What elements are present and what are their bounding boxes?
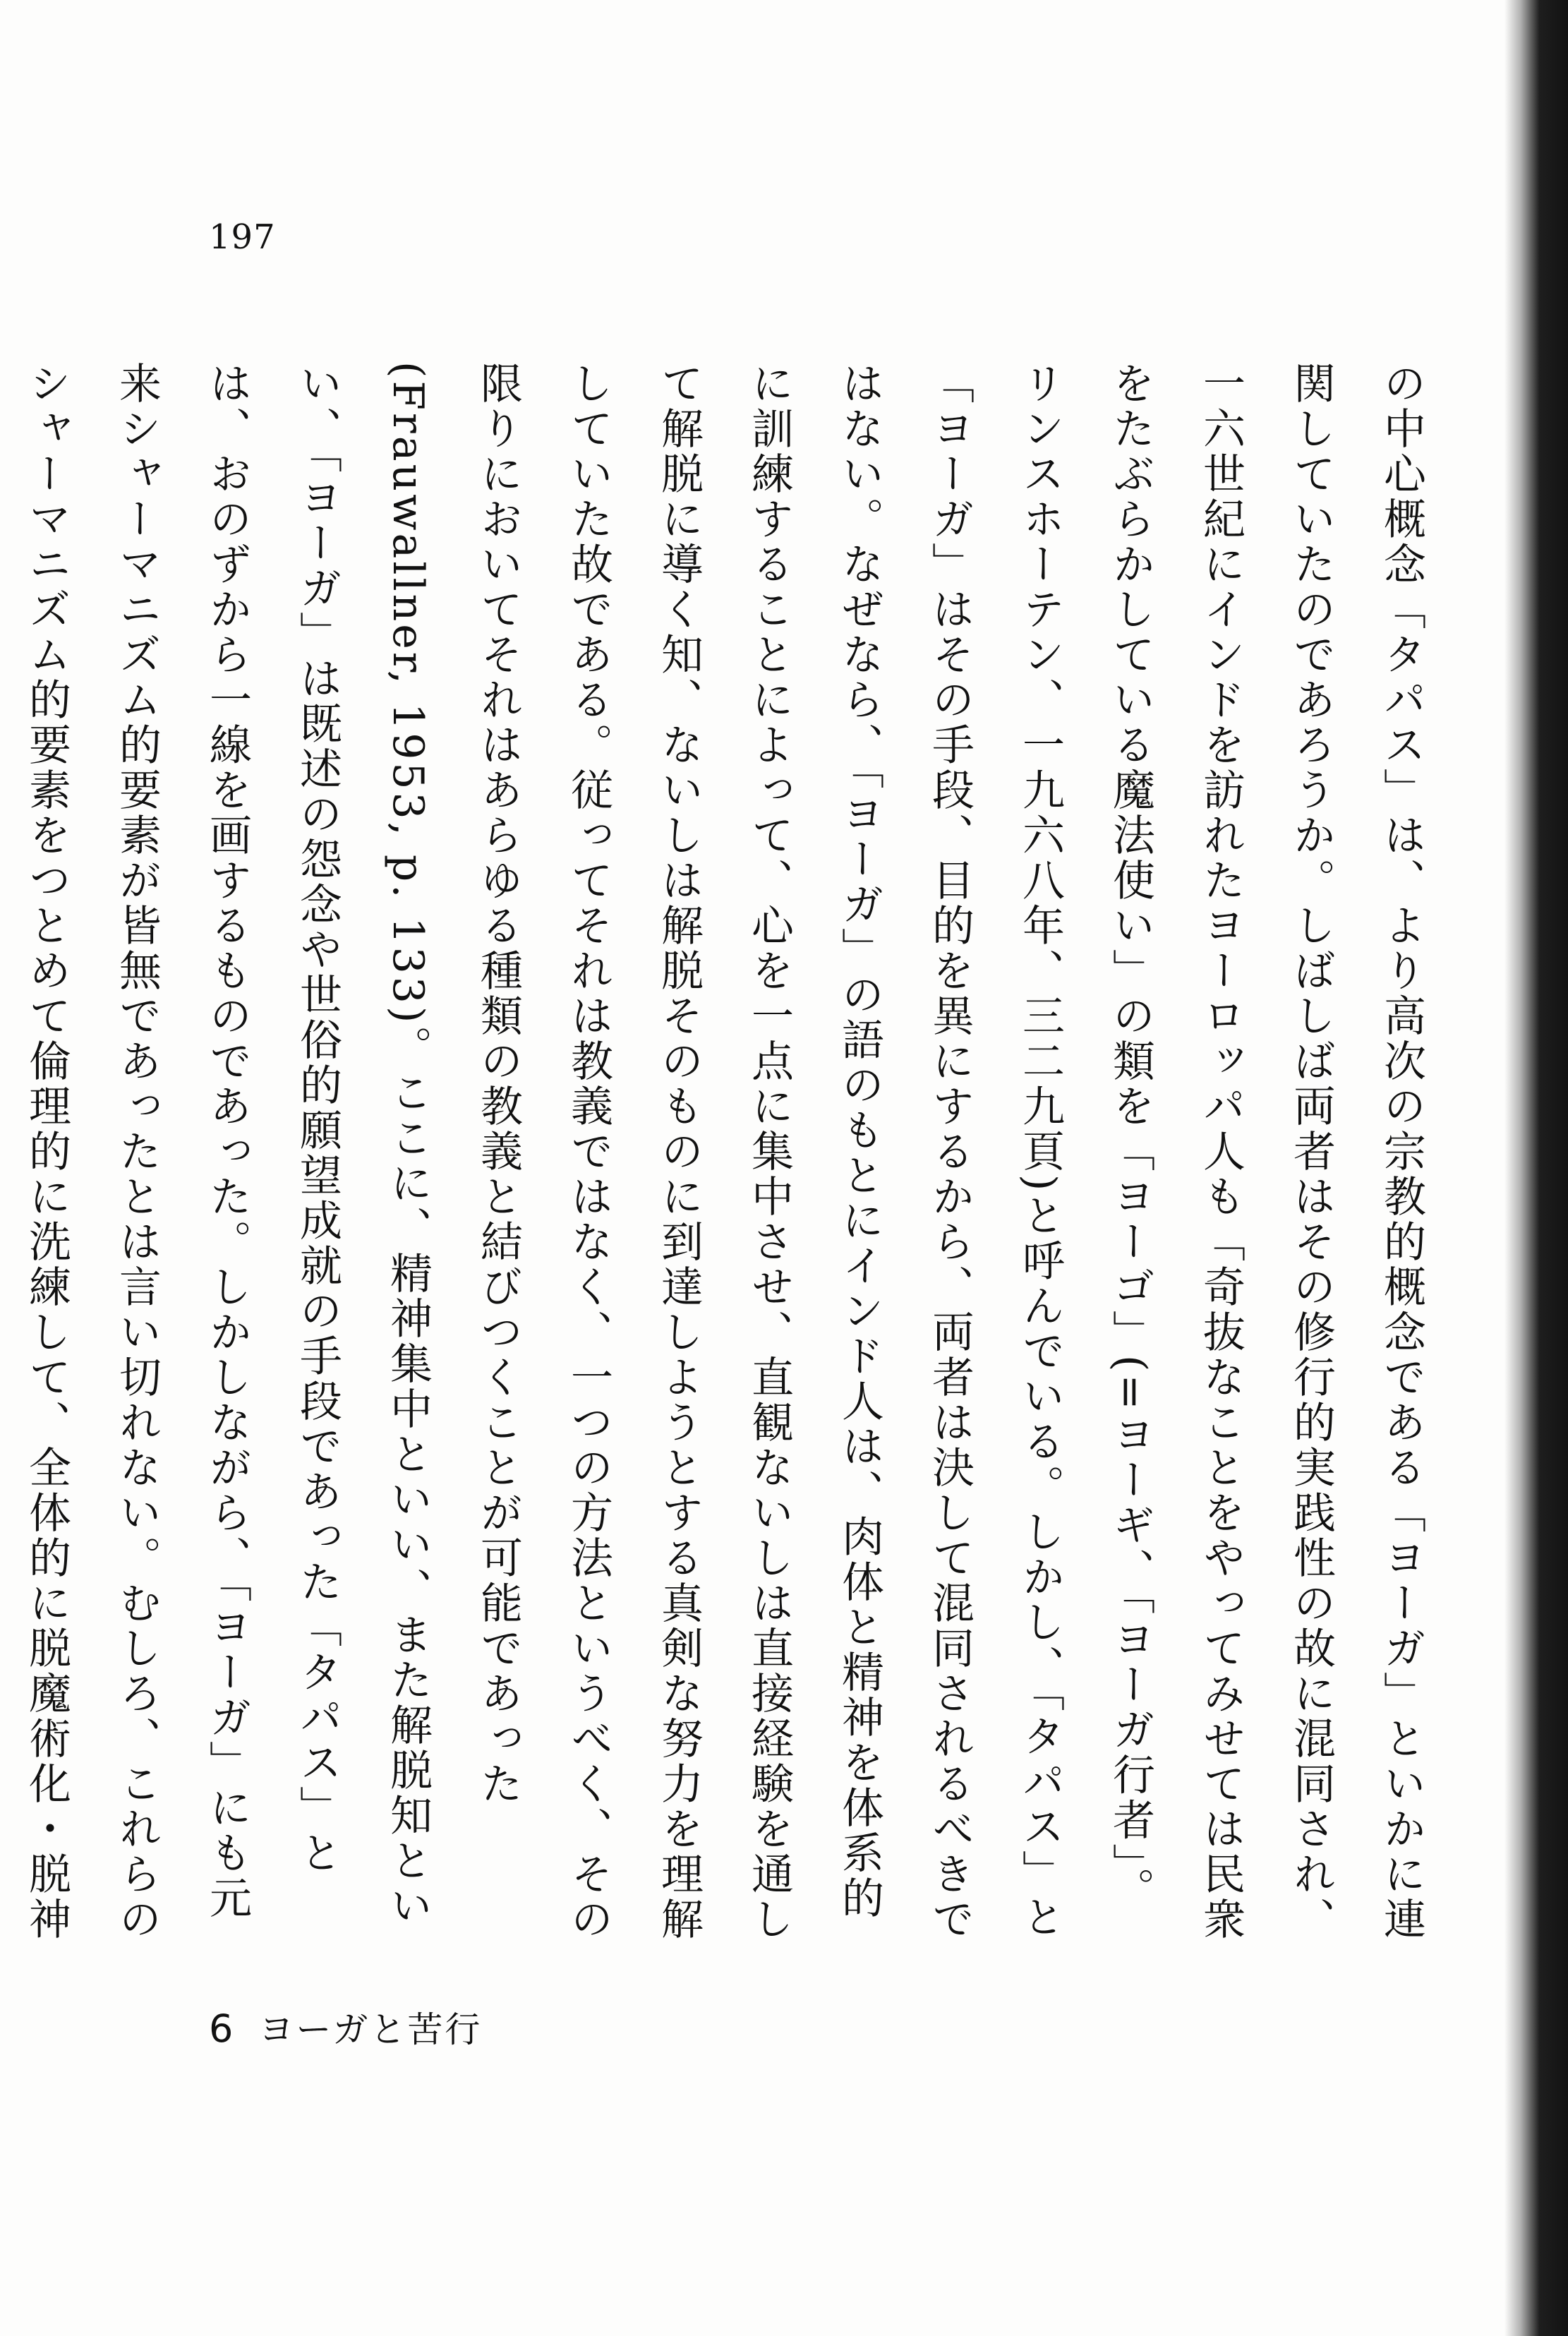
page-number: 197 [209, 217, 276, 257]
chapter-title: ヨーガと苦行 [258, 2009, 483, 2050]
binding-edge-shadow [1504, 0, 1568, 2336]
chapter-number: 6 [209, 2006, 234, 2051]
vertical-body-text: の中心概念「タパス」は、より高次の宗教的概念である「ヨーガ」といかに連関していたのであろうか。しばしば両者はその修行的実践性の故に混同され、一六世紀にインドを訪れたヨーロッパ人も「奇抜なことをやってみせては民衆をたぶらかしている魔法使い」の類を「ヨーゴ」(=ヨーギ、「ヨーガ行者」。リンスホーテン、一九六八年、三二九頁)と呼んでいる。しかし、「タパス」と「ヨーガ」はその手段、目的を異にするから、両者は決して混同されるべきではない。なぜなら、「ヨーガ」の語のもとにインド人は、肉体と精神を体系的に訓練することによって、心を一点に集中させ、直観ないしは直接経験を通して解脱に導く知、ないしは解脱そのものに到達しようとする真剣な努力を理解していた故である。従ってそれは教義ではなく、一つの方法というべく、その限りにおいてそれはあらゆる種類の教義と結びつくことが可能であった(Frauwallner, 1953, p. 133)。ここに、精神集中といい、また解脱知といい、「ヨーガ」は既述の怨念や世俗的願望成就の手段であった「タパス」とは、おのずから一線を画するものであった。しかしながら、「ヨーガ」にも元来シャーマニズム的要素が皆無であったとは言い切れない。むしろ、これらのシャーマニズム的要素をつとめて倫理的に洗練して、全体的に脱魔術化・脱神 [22, 361, 1426, 1942]
chapter-footer [209, 2006, 483, 2051]
